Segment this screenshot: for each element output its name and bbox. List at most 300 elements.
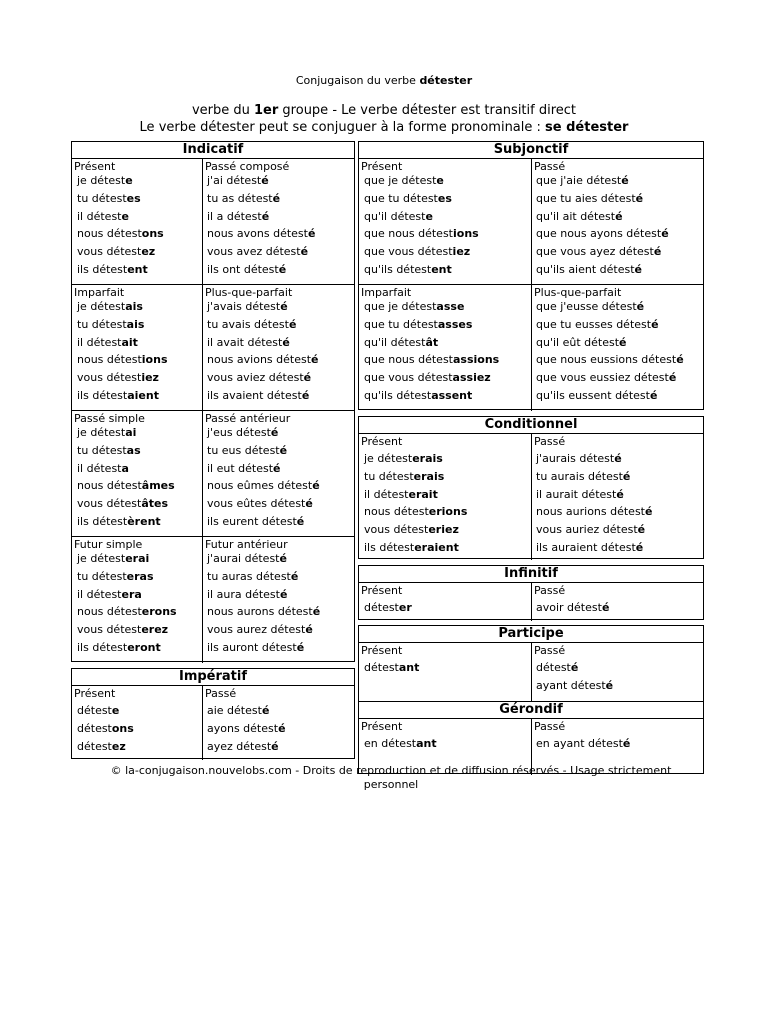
conjugation-form: [536, 336, 626, 350]
form-ending: ent: [431, 263, 452, 276]
form-stem: qu'ils eussent détest: [536, 389, 650, 402]
form-ending: é: [635, 191, 644, 205]
form-stem: que tu eusses détest: [536, 317, 652, 331]
tense-label: Imparfait: [74, 286, 125, 299]
form-stem: que tu aies détest: [536, 191, 636, 205]
form-ending: é: [305, 497, 313, 511]
conjugation-form: [364, 263, 452, 277]
form-ending: é: [279, 552, 287, 565]
form-stem: il détest: [77, 335, 122, 349]
conjugation-form: [364, 523, 459, 537]
form-ending: é: [305, 623, 313, 637]
form-ending: é: [653, 245, 662, 259]
conjugation-form: [364, 452, 443, 466]
form-stem: nous détest: [364, 505, 429, 519]
conjugation-form: [77, 704, 119, 718]
mood-title: Subjonctif: [359, 142, 703, 159]
form-ending: eriez: [428, 523, 459, 537]
form-stem: détest: [536, 661, 571, 674]
tense-label: Passé: [534, 644, 566, 657]
conjugation-form: [77, 336, 138, 350]
page-title: [0, 74, 768, 87]
conjugation-form: [207, 570, 298, 584]
tense-section: [359, 434, 703, 560]
conjugation-form: [536, 488, 624, 502]
form-ending: é: [601, 601, 610, 614]
tense-label: Passé composé: [205, 160, 290, 173]
form-stem: ils détest: [77, 263, 128, 276]
form-ending: ant: [416, 737, 437, 750]
form-stem: il avait détest: [207, 335, 283, 349]
form-stem: tu as détest: [207, 191, 273, 205]
conjugation-form: [207, 300, 288, 314]
form-stem: ils détest: [77, 389, 128, 402]
form-ending: eraient: [414, 541, 459, 554]
mood-box-subjonctif: [358, 141, 704, 410]
form-stem: aie détest: [207, 704, 262, 717]
conjugation-form: [536, 371, 676, 385]
form-ending: é: [614, 452, 622, 465]
form-stem: nous eûmes détest: [207, 479, 313, 493]
form-ending: é: [616, 487, 624, 501]
form-stem: détest: [77, 721, 112, 735]
conjugation-form: [364, 318, 472, 332]
form-stem: tu détest: [364, 469, 414, 483]
tense-label: Plus-que-parfait: [534, 286, 622, 299]
form-ending: é: [303, 371, 312, 385]
form-ending: é: [296, 515, 305, 528]
conjugation-form: [77, 641, 161, 655]
form-stem: en ayant détest: [536, 737, 623, 750]
conjugation-form: [77, 623, 168, 637]
form-stem: vous aviez détest: [207, 371, 304, 385]
form-stem: il aurait détest: [536, 487, 617, 501]
form-stem: que nous eussions détest: [536, 353, 677, 367]
conjugation-form: [536, 300, 644, 314]
form-ending: é: [261, 704, 270, 717]
form-stem: nous détest: [77, 479, 142, 493]
form-ending: é: [282, 335, 290, 349]
conjugation-form: [207, 605, 320, 619]
form-stem: détest: [364, 661, 399, 674]
form-ending: é: [279, 443, 288, 457]
form-ending: erait: [408, 487, 438, 501]
conjugation-form: [536, 192, 643, 206]
form-ending: ant: [398, 661, 420, 674]
tense-label: Présent: [74, 687, 116, 700]
tense-section: [359, 285, 703, 411]
form-ending: é: [636, 300, 645, 313]
form-ending: eront: [127, 641, 161, 654]
conjugation-form: [207, 263, 286, 277]
form-ending: e: [121, 209, 129, 223]
conjugation-form: [364, 505, 467, 519]
form-stem: vous détest: [77, 623, 142, 637]
form-stem: vous eûtes détest: [207, 497, 306, 511]
form-ending: era: [121, 587, 142, 601]
conjugation-form: [207, 552, 287, 566]
form-ending: ions: [453, 227, 479, 241]
form-stem: qu'ils détest: [364, 263, 432, 276]
conjugation-form: [364, 601, 412, 615]
form-ending: é: [273, 461, 281, 475]
conjugation-form: [364, 470, 444, 484]
tense-section: [72, 537, 354, 663]
form-ending: as: [126, 443, 141, 457]
conjugation-form: [207, 389, 309, 403]
form-ending: é: [615, 209, 623, 223]
form-stem: j'aurais détest: [536, 452, 615, 465]
conjugation-form: [77, 722, 134, 736]
conjugation-form: [364, 192, 452, 206]
conjugation-form: [364, 661, 419, 675]
form-ending: é: [637, 523, 646, 537]
form-stem: j'ai détest: [207, 174, 262, 187]
tense-label: Passé: [205, 687, 237, 700]
conjugation-form: [536, 505, 652, 519]
form-stem: tu auras détest: [207, 569, 291, 583]
conjugation-form: [536, 227, 669, 241]
tense-label: Imparfait: [361, 286, 412, 299]
conjugation-form: [77, 174, 133, 188]
conjugation-form: [77, 740, 126, 754]
line1-b: 1er: [254, 103, 279, 118]
form-ending: erons: [141, 605, 177, 619]
mood-title: Indicatif: [72, 142, 354, 159]
conjugation-form: [536, 245, 661, 259]
mood-title: Gérondif: [359, 702, 703, 719]
form-stem: j'eus détest: [207, 426, 271, 439]
form-stem: nous avons détest: [207, 227, 308, 241]
conjugation-form: [77, 318, 144, 332]
conjugation-form: [364, 371, 491, 385]
form-stem: ils eurent détest: [207, 515, 297, 528]
tense-section: [72, 411, 354, 537]
form-stem: que vous détest: [364, 371, 453, 385]
form-stem: je détest: [77, 300, 126, 313]
form-ending: é: [261, 209, 270, 223]
conjugation-form: [207, 174, 269, 188]
form-stem: tu avais détest: [207, 317, 289, 331]
conjugation-form: [207, 336, 290, 350]
form-stem: ils avaient détest: [207, 389, 302, 402]
column-divider: [531, 583, 532, 621]
form-stem: vous détest: [77, 245, 142, 259]
form-stem: il aura détest: [207, 587, 280, 601]
form-ending: é: [668, 371, 677, 385]
conjugation-form: [364, 210, 433, 224]
form-stem: ils détest: [77, 641, 128, 654]
form-stem: j'avais détest: [207, 300, 281, 313]
form-ending: e: [425, 209, 433, 223]
conjugation-form: [77, 570, 154, 584]
form-ending: é: [622, 737, 631, 750]
conjugation-form: [77, 515, 161, 529]
form-stem: ils auront détest: [207, 641, 297, 654]
tense-label: Passé: [534, 584, 566, 597]
form-stem: tu détest: [77, 191, 127, 205]
conjugation-form: [364, 353, 499, 367]
form-stem: que j'eusse détest: [536, 300, 637, 313]
form-stem: qu'il détest: [364, 209, 426, 223]
form-stem: je détest: [77, 552, 126, 565]
conjugation-form: [536, 679, 613, 693]
form-ending: assent: [431, 389, 473, 402]
conjugation-form: [364, 336, 438, 350]
form-stem: en détest: [364, 737, 417, 750]
conjugation-form: [536, 541, 643, 555]
form-stem: j'aurai détest: [207, 552, 280, 565]
form-ending: eras: [126, 569, 154, 583]
form-stem: tu détest: [77, 569, 127, 583]
form-stem: que vous eussiez détest: [536, 371, 669, 385]
form-stem: il eut détest: [207, 461, 274, 475]
form-ending: é: [312, 605, 321, 619]
line1-a: verbe du: [191, 103, 255, 118]
form-stem: je détest: [77, 174, 126, 187]
form-stem: il détest: [364, 487, 409, 501]
form-ending: é: [278, 721, 286, 735]
conjugation-form: [77, 605, 177, 619]
column-divider: [531, 434, 532, 560]
conjugation-form: [207, 497, 313, 511]
conjugation-form: [536, 523, 645, 537]
line2-b: se détester: [545, 120, 629, 135]
conjugation-form: [364, 541, 459, 555]
mood-title: Conditionnel: [359, 417, 703, 434]
form-stem: nous aurons détest: [207, 605, 313, 619]
tense-label: Présent: [74, 160, 116, 173]
conjugation-form: [536, 174, 629, 188]
form-ending: é: [272, 191, 281, 205]
tense-label: Présent: [361, 584, 403, 597]
mood-box-infinitif: [358, 565, 704, 620]
form-ending: é: [676, 353, 684, 367]
column-divider: [202, 159, 203, 284]
form-stem: détest: [77, 739, 112, 753]
conjugation-form: [536, 737, 630, 751]
form-stem: nous détest: [77, 353, 142, 367]
form-ending: é: [270, 426, 279, 439]
form-stem: tu aurais détest: [536, 469, 623, 483]
form-ending: é: [300, 245, 309, 259]
conjugation-form: [536, 389, 657, 403]
form-stem: que je détest: [364, 300, 437, 313]
form-stem: ils ont détest: [207, 263, 279, 276]
title-prefix: Conjugaison du verbe: [295, 74, 420, 87]
form-ending: e: [111, 704, 120, 717]
form-ending: ons: [141, 227, 164, 241]
conjugation-form: [536, 263, 642, 277]
form-ending: erai: [125, 552, 150, 565]
conjugation-form: [207, 722, 286, 736]
conjugation-form: [77, 210, 129, 224]
form-ending: ez: [111, 739, 126, 753]
form-stem: ayez détest: [207, 739, 272, 753]
copyright-footer: © la-conjugaison.nouvelobs.com - Droits de reproduction et de diffusion réservés - Usage strictement personnel: [110, 764, 672, 791]
column-divider: [202, 411, 203, 536]
tense-label: Passé: [534, 435, 566, 448]
form-ending: asses: [437, 317, 473, 331]
tense-label: Plus-que-parfait: [205, 286, 293, 299]
form-ending: ez: [141, 245, 156, 259]
form-stem: vous détest: [364, 523, 429, 537]
conjugation-form: [364, 174, 444, 188]
form-ending: é: [301, 389, 310, 402]
conjugation-form: [364, 389, 472, 403]
form-ending: ions: [141, 353, 168, 367]
form-stem: que j'aie détest: [536, 174, 622, 187]
form-ending: ais: [125, 300, 143, 313]
form-ending: é: [280, 300, 288, 313]
conjugation-form: [77, 552, 149, 566]
form-stem: qu'il eût détest: [536, 335, 620, 349]
form-stem: détest: [77, 704, 112, 717]
conjugation-form: [536, 601, 609, 615]
form-stem: vous aurez détest: [207, 623, 306, 637]
form-stem: que nous détest: [364, 227, 453, 241]
form-ending: é: [278, 263, 287, 276]
tense-section: [72, 159, 354, 285]
tense-section: [359, 583, 703, 621]
line1-c: groupe - Le verbe détester est transitif direct: [278, 103, 577, 118]
column-divider: [202, 686, 203, 760]
form-ending: erez: [141, 623, 169, 637]
form-ending: âmes: [141, 479, 175, 493]
form-stem: vous avez détest: [207, 245, 301, 259]
conjugation-form: [77, 192, 141, 206]
form-stem: vous détest: [77, 371, 142, 385]
form-ending: é: [296, 641, 305, 654]
mood-box-indicatif: [71, 141, 355, 662]
conjugation-form: [536, 661, 578, 675]
title-verb: détester: [419, 74, 473, 87]
mood-title: Participe: [359, 626, 703, 643]
conjugation-form: [207, 192, 280, 206]
conjugation-form: [207, 479, 320, 493]
conjugation-form: [207, 641, 304, 655]
conjugation-form: [207, 588, 287, 602]
tense-label: Passé: [534, 720, 566, 733]
conjugation-form: [77, 462, 129, 476]
form-ending: erais: [413, 469, 445, 483]
form-stem: que vous ayez détest: [536, 245, 654, 259]
conjugation-form: [77, 389, 159, 403]
form-stem: nous avions détest: [207, 353, 312, 367]
form-stem: nous détest: [77, 605, 142, 619]
conjugation-form: [77, 588, 142, 602]
form-ending: iez: [141, 371, 159, 385]
tense-section: [359, 159, 703, 285]
form-stem: tu détest: [77, 443, 127, 457]
form-stem: que vous détest: [364, 245, 453, 259]
tense-label: Futur simple: [74, 538, 143, 551]
form-stem: qu'il détest: [364, 335, 426, 349]
form-ending: aient: [127, 389, 159, 402]
verb-group-line: [0, 103, 768, 118]
form-stem: détest: [364, 601, 399, 614]
conjugation-form: [77, 245, 155, 259]
conjugation-form: [77, 371, 159, 385]
line2-a: Le verbe détester peut se conjuguer à la forme pronominale :: [139, 120, 546, 135]
conjugation-form: [536, 210, 623, 224]
form-stem: ils détest: [364, 541, 415, 554]
form-stem: qu'ils détest: [364, 389, 432, 402]
form-ending: é: [290, 569, 299, 583]
conjugation-form: [364, 300, 464, 314]
form-stem: qu'ils aient détest: [536, 263, 635, 276]
conjugation-form: [536, 318, 659, 332]
tense-label: Présent: [361, 644, 403, 657]
form-stem: ils auraient détest: [536, 541, 636, 554]
form-ending: e: [436, 174, 444, 187]
form-ending: é: [605, 678, 614, 692]
form-ending: assions: [453, 353, 500, 367]
form-ending: é: [649, 389, 658, 402]
form-ending: é: [311, 353, 319, 367]
mood-box-conditionnel: [358, 416, 704, 559]
conjugation-form: [207, 623, 313, 637]
form-stem: il détest: [77, 461, 122, 475]
column-divider: [202, 285, 203, 410]
conjugation-form: [536, 353, 684, 367]
form-ending: es: [437, 191, 452, 205]
form-stem: je détest: [77, 426, 126, 439]
column-divider: [202, 537, 203, 663]
form-ending: é: [661, 227, 669, 241]
form-ending: es: [126, 191, 141, 205]
conjugation-form: [77, 353, 168, 367]
form-ending: é: [261, 174, 269, 187]
form-stem: que tu détest: [364, 317, 438, 331]
conjugation-form: [207, 740, 279, 754]
form-ending: é: [621, 174, 629, 187]
tense-label: Présent: [361, 160, 403, 173]
form-ending: ât: [425, 335, 439, 349]
form-ending: èrent: [127, 515, 161, 528]
conjugation-form: [364, 227, 479, 241]
conjugation-form: [364, 488, 438, 502]
form-ending: é: [645, 505, 653, 519]
conjugation-form: [207, 371, 311, 385]
conjugation-form: [77, 497, 168, 511]
form-ending: é: [651, 317, 659, 331]
conjugation-form: [77, 479, 175, 493]
form-stem: qu'il ait détest: [536, 209, 616, 223]
conjugation-form: [207, 426, 278, 440]
form-stem: que je détest: [364, 174, 437, 187]
conjugation-form: [77, 263, 148, 277]
form-stem: ayant détest: [536, 678, 606, 692]
column-divider: [531, 285, 532, 411]
form-stem: il détest: [77, 209, 122, 223]
tense-label: Passé simple: [74, 412, 145, 425]
form-stem: il détest: [77, 587, 122, 601]
conjugation-form: [207, 210, 269, 224]
conjugation-form: [207, 515, 304, 529]
form-ending: er: [398, 601, 412, 614]
form-ending: asse: [436, 300, 465, 313]
conjugation-form: [77, 444, 141, 458]
form-ending: é: [619, 335, 627, 349]
form-stem: nous aurions détest: [536, 505, 645, 519]
conjugation-form: [536, 452, 622, 466]
form-stem: ayons détest: [207, 721, 279, 735]
form-stem: vous détest: [77, 497, 142, 511]
mood-box-imperatif: [71, 668, 355, 759]
tense-label: Passé: [534, 160, 566, 173]
tense-section: [72, 686, 354, 760]
